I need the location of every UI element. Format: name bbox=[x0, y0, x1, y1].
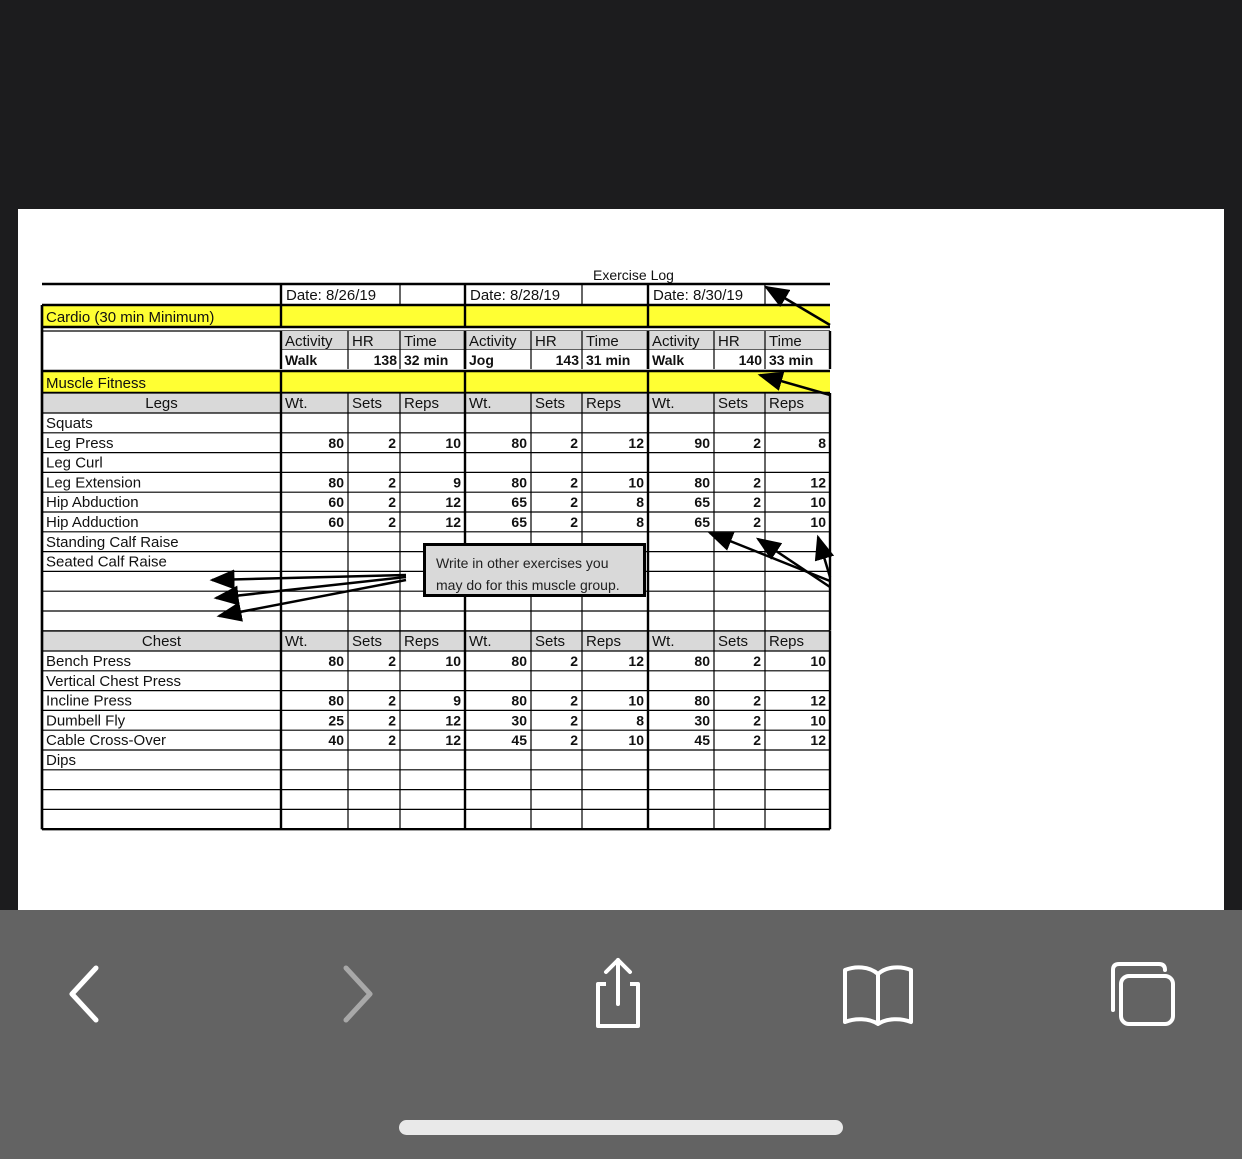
chest-value: 2 bbox=[753, 732, 761, 749]
legs-value: 9 bbox=[453, 474, 461, 491]
cardio-hr: 138 bbox=[373, 352, 397, 368]
book-icon bbox=[841, 962, 915, 1026]
chest-value: 12 bbox=[628, 653, 644, 669]
legs-exercise-name: Leg Extension bbox=[46, 474, 142, 492]
cardio-header: HR bbox=[718, 333, 740, 350]
cardio-header: HR bbox=[535, 333, 557, 350]
legs-value: 10 bbox=[810, 494, 826, 511]
chest-value: 2 bbox=[753, 653, 761, 669]
cardio-header: Activity bbox=[469, 333, 517, 350]
cardio-activity: Walk bbox=[285, 352, 318, 368]
legs-value: 80 bbox=[511, 474, 527, 491]
tabs-icon bbox=[1105, 958, 1179, 1030]
set-header: Reps bbox=[404, 633, 440, 650]
chest-exercise-name: Cable Cross-Over bbox=[46, 732, 167, 750]
legs-value: 60 bbox=[328, 514, 344, 530]
legs-section-label: Legs bbox=[145, 395, 178, 412]
set-header: Wt. bbox=[285, 395, 308, 412]
set-header: Reps bbox=[769, 395, 805, 412]
tabs-button[interactable] bbox=[1102, 956, 1182, 1032]
legs-exercise-name: Seated Calf Raise bbox=[46, 553, 167, 571]
chest-value: 12 bbox=[810, 732, 826, 749]
set-header: Sets bbox=[535, 633, 566, 650]
legs-value: 2 bbox=[570, 434, 578, 451]
chest-value: 30 bbox=[511, 712, 527, 729]
chest-value: 2 bbox=[570, 732, 578, 749]
browser-toolbar bbox=[0, 910, 1242, 1159]
legs-value: 2 bbox=[570, 474, 578, 491]
chest-value: 40 bbox=[328, 732, 344, 749]
chest-value: 10 bbox=[810, 712, 826, 729]
cardio-time: 33 min bbox=[769, 352, 814, 368]
chest-value: 2 bbox=[570, 712, 578, 729]
chest-value: 12 bbox=[445, 732, 461, 749]
cardio-header: HR bbox=[352, 333, 374, 350]
chest-value: 8 bbox=[636, 712, 644, 729]
chest-value: 80 bbox=[328, 653, 344, 669]
legs-value: 65 bbox=[694, 494, 710, 511]
log-title: Exercise Log bbox=[593, 267, 674, 283]
set-header: Reps bbox=[586, 395, 622, 412]
cardio-time: 32 min bbox=[404, 352, 449, 368]
chest-exercise-name: Incline Press bbox=[46, 692, 132, 710]
legs-value: 10 bbox=[445, 434, 461, 451]
chest-value: 80 bbox=[694, 692, 710, 709]
legs-value: 65 bbox=[694, 514, 710, 530]
legs-value: 8 bbox=[636, 514, 644, 530]
chest-exercise-name: Dumbell Fly bbox=[46, 712, 126, 730]
back-button[interactable] bbox=[46, 956, 126, 1032]
chest-value: 45 bbox=[511, 732, 527, 749]
date-header: Date: 8/28/19 bbox=[470, 287, 561, 304]
chest-value: 2 bbox=[753, 712, 761, 729]
set-header: Reps bbox=[586, 633, 622, 650]
legs-value: 2 bbox=[388, 514, 396, 530]
cardio-hr: 140 bbox=[738, 352, 762, 368]
muscle-fitness-label: Muscle Fitness bbox=[46, 375, 147, 392]
chest-value: 25 bbox=[328, 712, 344, 729]
cardio-label: Cardio (30 min Minimum) bbox=[46, 309, 215, 326]
legs-value: 80 bbox=[328, 474, 344, 491]
legs-value: 12 bbox=[628, 434, 644, 451]
chest-value: 2 bbox=[388, 712, 396, 729]
chest-value: 2 bbox=[388, 653, 396, 669]
date-header: Date: 8/26/19 bbox=[286, 287, 377, 304]
legs-value: 65 bbox=[511, 494, 527, 511]
set-header: Wt. bbox=[285, 633, 308, 650]
cardio-header: Activity bbox=[652, 333, 700, 350]
legs-exercise-name: Standing Calf Raise bbox=[46, 533, 179, 551]
set-header: Sets bbox=[718, 633, 749, 650]
legs-exercise-name: Hip Abduction bbox=[46, 494, 139, 512]
legs-value: 80 bbox=[328, 434, 344, 451]
chest-value: 2 bbox=[570, 653, 578, 669]
legs-value: 12 bbox=[810, 474, 826, 491]
chest-value: 30 bbox=[694, 712, 710, 729]
chest-value: 80 bbox=[511, 653, 527, 669]
cardio-header: Time bbox=[769, 333, 802, 350]
cardio-header: Time bbox=[404, 333, 437, 350]
legs-exercise-name: Leg Press bbox=[46, 434, 114, 452]
set-header: Wt. bbox=[652, 395, 675, 412]
chest-value: 2 bbox=[388, 692, 396, 709]
chest-value: 12 bbox=[810, 692, 826, 709]
chest-exercise-name: Vertical Chest Press bbox=[46, 672, 182, 690]
chevron-left-icon bbox=[66, 964, 106, 1024]
chest-value: 10 bbox=[445, 653, 461, 669]
callout-note: Write in other exercises you may do for this muscle group. bbox=[423, 543, 646, 597]
chest-value: 2 bbox=[388, 732, 396, 749]
cardio-hr: 143 bbox=[555, 352, 579, 368]
legs-value: 2 bbox=[753, 514, 761, 530]
share-button[interactable] bbox=[576, 956, 656, 1032]
legs-value: 2 bbox=[388, 474, 396, 491]
muscle-fitness-highlight bbox=[42, 371, 830, 393]
bookmarks-button[interactable] bbox=[838, 956, 918, 1032]
chest-exercise-name: Dips bbox=[46, 752, 77, 769]
legs-value: 90 bbox=[694, 434, 710, 451]
legs-exercise-name: Squats bbox=[46, 415, 93, 432]
chest-value: 12 bbox=[445, 712, 461, 729]
cardio-activity: Walk bbox=[652, 352, 685, 368]
set-header: Sets bbox=[535, 395, 566, 412]
set-header: Sets bbox=[352, 633, 383, 650]
set-header: Reps bbox=[404, 395, 440, 412]
legs-value: 80 bbox=[694, 474, 710, 491]
set-header: Wt. bbox=[469, 395, 492, 412]
chest-value: 10 bbox=[810, 653, 826, 669]
chest-value: 9 bbox=[453, 692, 461, 709]
chest-value: 2 bbox=[570, 692, 578, 709]
cardio-time: 31 min bbox=[586, 352, 631, 368]
chest-section-label: Chest bbox=[141, 633, 182, 650]
set-header: Sets bbox=[352, 395, 383, 412]
set-header: Wt. bbox=[652, 633, 675, 650]
chest-value: 80 bbox=[511, 692, 527, 709]
legs-value: 80 bbox=[511, 434, 527, 451]
legs-value: 10 bbox=[628, 474, 644, 491]
chevron-right-icon bbox=[336, 964, 376, 1024]
chest-exercise-name: Bench Press bbox=[46, 653, 132, 670]
legs-exercise-name: Leg Curl bbox=[46, 454, 103, 472]
legs-value: 12 bbox=[445, 514, 461, 530]
chest-value: 10 bbox=[628, 692, 644, 709]
legs-value: 8 bbox=[636, 494, 644, 511]
chest-value: 2 bbox=[753, 692, 761, 709]
legs-value: 2 bbox=[388, 494, 396, 511]
chest-value: 10 bbox=[628, 732, 644, 749]
legs-value: 2 bbox=[753, 434, 761, 451]
cardio-header: Time bbox=[586, 333, 619, 350]
cardio-activity: Jog bbox=[469, 352, 494, 368]
legs-value: 8 bbox=[818, 434, 826, 451]
legs-value: 2 bbox=[570, 514, 578, 530]
share-icon bbox=[584, 956, 648, 1032]
home-indicator bbox=[399, 1120, 843, 1135]
chest-value: 80 bbox=[328, 692, 344, 709]
chest-value: 45 bbox=[694, 732, 710, 749]
legs-value: 2 bbox=[753, 494, 761, 511]
legs-value: 12 bbox=[445, 494, 461, 511]
chest-value: 80 bbox=[694, 653, 710, 669]
legs-value: 2 bbox=[388, 434, 396, 451]
document-page bbox=[18, 209, 1224, 910]
set-header: Reps bbox=[769, 633, 805, 650]
legs-value: 60 bbox=[328, 494, 344, 511]
legs-value: 65 bbox=[511, 514, 527, 530]
legs-value: 2 bbox=[570, 494, 578, 511]
legs-value: 2 bbox=[753, 474, 761, 491]
legs-value: 10 bbox=[810, 514, 826, 530]
date-header: Date: 8/30/19 bbox=[653, 287, 744, 304]
cardio-header: Activity bbox=[285, 333, 333, 350]
forward-button[interactable] bbox=[316, 956, 396, 1032]
annotation-arrow bbox=[758, 539, 830, 587]
set-header: Wt. bbox=[469, 633, 492, 650]
set-header: Sets bbox=[718, 395, 749, 412]
legs-exercise-name: Hip Adduction bbox=[46, 514, 139, 531]
